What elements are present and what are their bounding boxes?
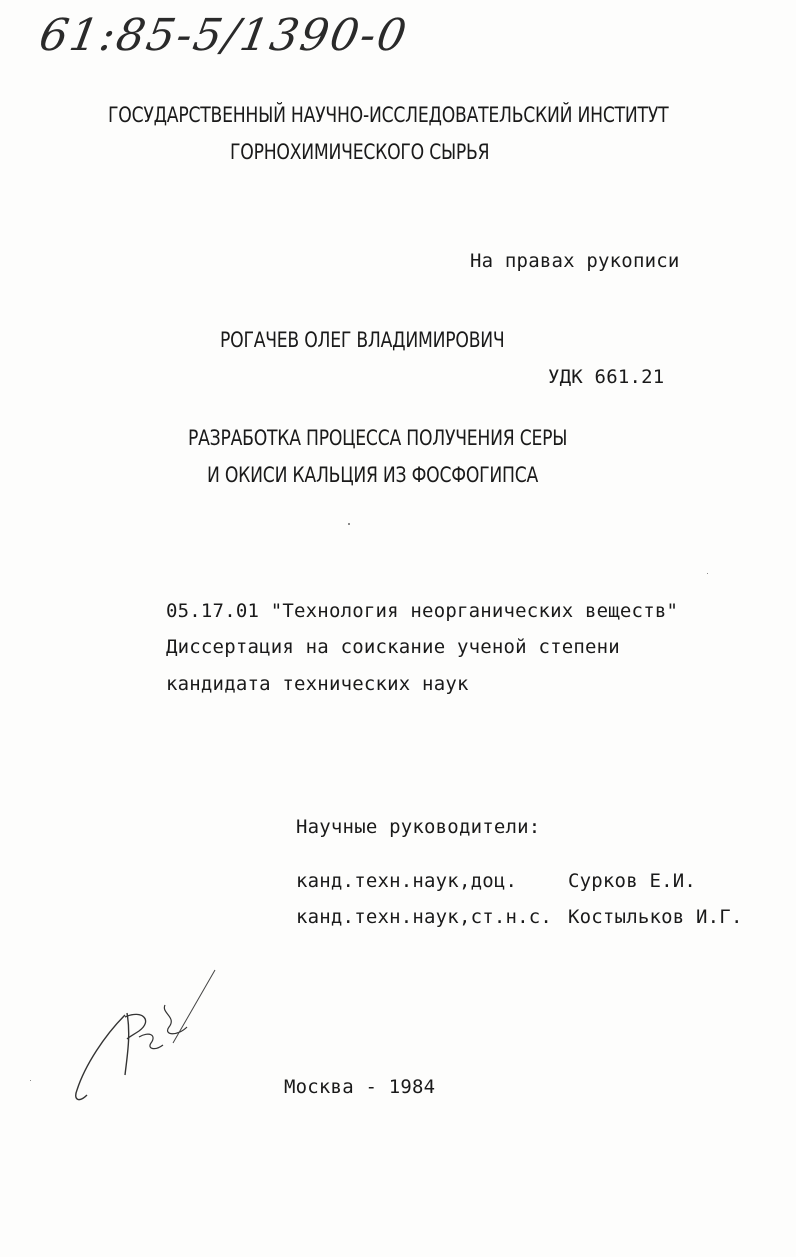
- scan-speck: [707, 573, 708, 574]
- supervisor-1-name: Сурков Е.И.: [568, 870, 697, 892]
- supervisors-heading: Научные руководители:: [296, 816, 541, 838]
- author-name: РОГАЧЕВ ОЛЕГ ВЛАДИМИРОВИЧ: [220, 328, 505, 352]
- supervisor-2-degree: канд.техн.наук,ст.н.с.: [296, 906, 553, 928]
- supervisor-1-degree: канд.техн.наук,доц.: [296, 870, 518, 892]
- institute-name-line1: ГОСУДАРСТВЕННЫЙ НАУЧНО-ИССЛЕДОВАТЕЛЬСКИЙ ИНСТИТУТ: [108, 103, 669, 127]
- scan-speck: [30, 1080, 31, 1081]
- manuscript-rights: На правах рукописи: [470, 250, 680, 272]
- degree-line1: Диссертация на соискание ученой степени: [166, 636, 620, 658]
- dissertation-title-line2: И ОКИСИ КАЛЬЦИЯ ИЗ ФОСФОГИПСА: [207, 463, 539, 487]
- degree-line2: кандидата технических наук: [166, 673, 469, 695]
- dissertation-title-line1: РАЗРАБОТКА ПРОЦЕССА ПОЛУЧЕНИЯ СЕРЫ: [188, 426, 568, 450]
- specialty-code: 05.17.01 "Технология неорганических веществ": [166, 600, 679, 622]
- archive-code-handwritten: 61:85-5/1390-0: [35, 10, 412, 61]
- scan-speck: [348, 523, 350, 525]
- supervisor-2-name: Костыльков И.Г.: [568, 906, 743, 928]
- udc-code: УДК 661.21: [548, 366, 665, 388]
- institute-name-line2: ГОРНОХИМИЧЕСКОГО СЫРЬЯ: [230, 140, 490, 164]
- handwritten-signature: [65, 965, 225, 1115]
- place-and-year: Москва - 1984: [284, 1076, 436, 1098]
